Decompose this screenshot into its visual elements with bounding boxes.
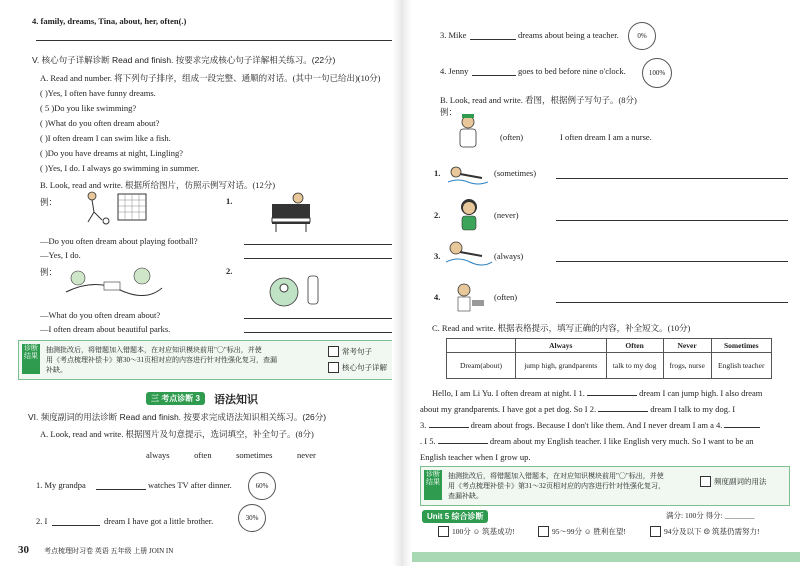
score-line: 满分: 100分 得分: ________ — [666, 511, 755, 520]
adverb-hint: (sometimes) — [494, 168, 537, 178]
review-text: 抽测批改后，将错题加入错题本，在对应知识模块前用"〇"标出，并使 用《考点梳理补偿卡》第31～32页相对应的内容进行针对性强化复习， 查漏补缺。 — [448, 472, 665, 500]
football-picture — [80, 188, 150, 226]
option-label: 95～99分 ☺ 胜利在望! — [552, 527, 626, 536]
answer-blank[interactable] — [429, 427, 469, 428]
section-6-title: VI. 频度副词的用法诊断 Read and finish. 按要求完成语法知识相关练习。(26分) — [28, 412, 327, 422]
answer-line[interactable] — [36, 40, 396, 41]
option-label: 频度副词的用法 — [714, 477, 767, 486]
example-label: 例： — [40, 267, 58, 277]
answer-line[interactable] — [52, 525, 100, 526]
item-label: 2. — [434, 210, 441, 220]
footer-text: 考点梳理时习卷 英语 五年级 上册 JOIN IN — [44, 547, 174, 555]
checkbox[interactable] — [700, 476, 711, 487]
passage-line-5: English teacher when I grow up. — [420, 452, 531, 462]
nurse-picture — [448, 112, 488, 152]
item-2-label: 2. — [226, 266, 233, 276]
part-b-instruction: B. Look, read and write. 根据所给图片，仿照示例写对话。(12分) — [40, 180, 276, 190]
dialog-q1: —Do you often dream about playing football? — [40, 236, 198, 246]
swim-boy-picture — [446, 238, 492, 268]
review-label: 诊断结果 — [22, 344, 40, 374]
answer-blank[interactable] — [587, 395, 637, 396]
section-title: 语法知识 — [214, 394, 258, 406]
sentence-1a: 1. My grandpa — [36, 480, 86, 490]
checkbox[interactable] — [650, 526, 661, 537]
sentence-4b: goes to bed before nine o'clock. — [518, 66, 626, 76]
dialog-a1: —Yes, I do. — [40, 250, 81, 260]
checkbox[interactable] — [328, 362, 339, 373]
section-tag: 三 考点诊断 3 — [146, 392, 205, 405]
review-label: 诊断结果 — [424, 470, 442, 500]
sentence-2b: dream I have got a little brother. — [104, 516, 214, 526]
page-number: 30 — [18, 544, 29, 556]
option-label: 核心句子详解 — [342, 363, 387, 372]
answer-line[interactable] — [244, 318, 394, 319]
pie-circle: 30% — [238, 504, 266, 532]
dialog-a2: —I often dream about beautiful parks. — [40, 324, 171, 334]
sentence-3b: dreams about being a teacher. — [518, 30, 619, 40]
answer-line[interactable] — [96, 489, 146, 490]
passage-line-3: 3. dream about frogs. Because I don't like them. And I never dream I am a 4. — [420, 420, 760, 430]
option-label: 常考句子 — [342, 347, 372, 356]
list-item: ( )What do you often dream about? — [40, 118, 160, 128]
passage-line-1: Hello, I am Li Yu. I often dream at night. I 1. dream I can jump high. I also dream — [432, 388, 763, 398]
chef-picture — [452, 280, 486, 314]
item-label: 3. — [434, 251, 441, 261]
adverb-hint: (always) — [494, 251, 524, 261]
swimming-picture — [448, 160, 488, 186]
part-a-list — [40, 86, 199, 176]
answer-blank[interactable] — [724, 427, 760, 428]
footer-band — [412, 552, 800, 562]
part-b2-instruction: B. Look, read and write. 看图，根据例子写句子。(8分) — [440, 95, 637, 105]
item-4: 4. family, dreams, Tina, about, her, often(.) — [32, 16, 187, 26]
sentence-1b: watches TV after dinner. — [148, 480, 232, 490]
example-sentence: I often dream I am a nurse. — [560, 132, 652, 142]
part-a2-instruction: A. Look, read and write. 根据图片及句意提示，选词填空，补全句子。(8分) — [40, 429, 314, 439]
monster-picture — [262, 262, 332, 310]
pie-circle: 100% — [642, 58, 672, 88]
dream-table: Always Often Never Sometimes Dream(about) jump high, grandparents talk to my dog frogs, nurse English teacher — [446, 338, 772, 379]
part-a-instruction: A. Read and number. 将下列句子排序，组成一段完整、通顺的对话。(其中一句已给出)(10分) — [40, 73, 381, 83]
adverb-hint: (often) — [494, 292, 518, 302]
checkbox[interactable] — [538, 526, 549, 537]
answer-line[interactable] — [244, 332, 394, 333]
list-item: ( )Yes, I often have funny dreams. — [40, 88, 156, 98]
answer-line[interactable] — [556, 178, 788, 179]
sentence-3a: 3. Mike — [440, 30, 467, 40]
list-item: ( 5 )Do you like swimming? — [40, 103, 137, 113]
girl-picture — [452, 196, 486, 234]
list-item: ( )Yes, I do. I always go swimming in summer. — [40, 163, 200, 173]
option-label: 100分 ☺ 筑基成功! — [452, 527, 515, 536]
answer-line[interactable] — [556, 261, 788, 262]
passage-line-4: . I 5. dream about my English teacher. I like English very much. So I want to be an — [420, 436, 754, 446]
answer-line[interactable] — [244, 258, 394, 259]
review-text: 抽测批改后，将错题加入错题本，在对应知识模块前用"〇"标出，并使 用《考点梳理补偿卡》第30～31页相对应的内容进行针对性强化复习，查漏 补缺。 — [46, 346, 277, 374]
piano-picture — [268, 190, 320, 234]
sentence-2a: 2. I — [36, 516, 48, 526]
checkbox[interactable] — [438, 526, 449, 537]
example-label: 例： — [40, 197, 58, 207]
park-picture — [64, 264, 164, 296]
sentence-4a: 4. Jenny — [440, 66, 469, 76]
example-label: 例： — [440, 107, 458, 117]
checkbox[interactable] — [328, 346, 339, 357]
answer-line[interactable] — [556, 302, 788, 303]
answer-line[interactable] — [244, 244, 394, 245]
dialog-q2: —What do you often dream about? — [40, 310, 161, 320]
item-label: 1. — [434, 168, 441, 178]
item-label: 4. — [434, 292, 441, 302]
option-label: 94分及以下 ☹ 筑基仍需努力! — [664, 527, 760, 536]
list-item: ( )Do you have dreams at night, Lingling? — [40, 148, 184, 158]
passage-line-2: about my grandparents. I have got a pet dog. So I 2. dream I talk to my dog. I — [420, 404, 736, 414]
part-c-instruction: C. Read and write. 根据表格提示，填写正确的内容，补全短文。(10分) — [432, 323, 691, 333]
unit-tag: Unit 5 综合诊断 — [422, 510, 488, 523]
list-item: ( )I often dream I can swim like a fish. — [40, 133, 171, 143]
section-5-title: V. 核心句子详解诊断 Read and finish. 按要求完成核心句子详解相关练习。(22分) — [32, 55, 336, 65]
adverb-hint: (never) — [494, 210, 519, 220]
example-adverb: (often) — [500, 132, 524, 142]
word-bank: always often sometimes never — [146, 450, 316, 460]
book-gutter — [392, 0, 412, 566]
answer-line[interactable] — [472, 75, 516, 76]
pie-circle: 60% — [248, 472, 276, 500]
pie-circle: 0% — [628, 22, 656, 50]
answer-blank[interactable] — [438, 443, 488, 444]
answer-line[interactable] — [470, 39, 516, 40]
answer-line[interactable] — [556, 220, 788, 221]
item-1-label: 1. — [226, 196, 233, 206]
answer-blank[interactable] — [598, 411, 648, 412]
